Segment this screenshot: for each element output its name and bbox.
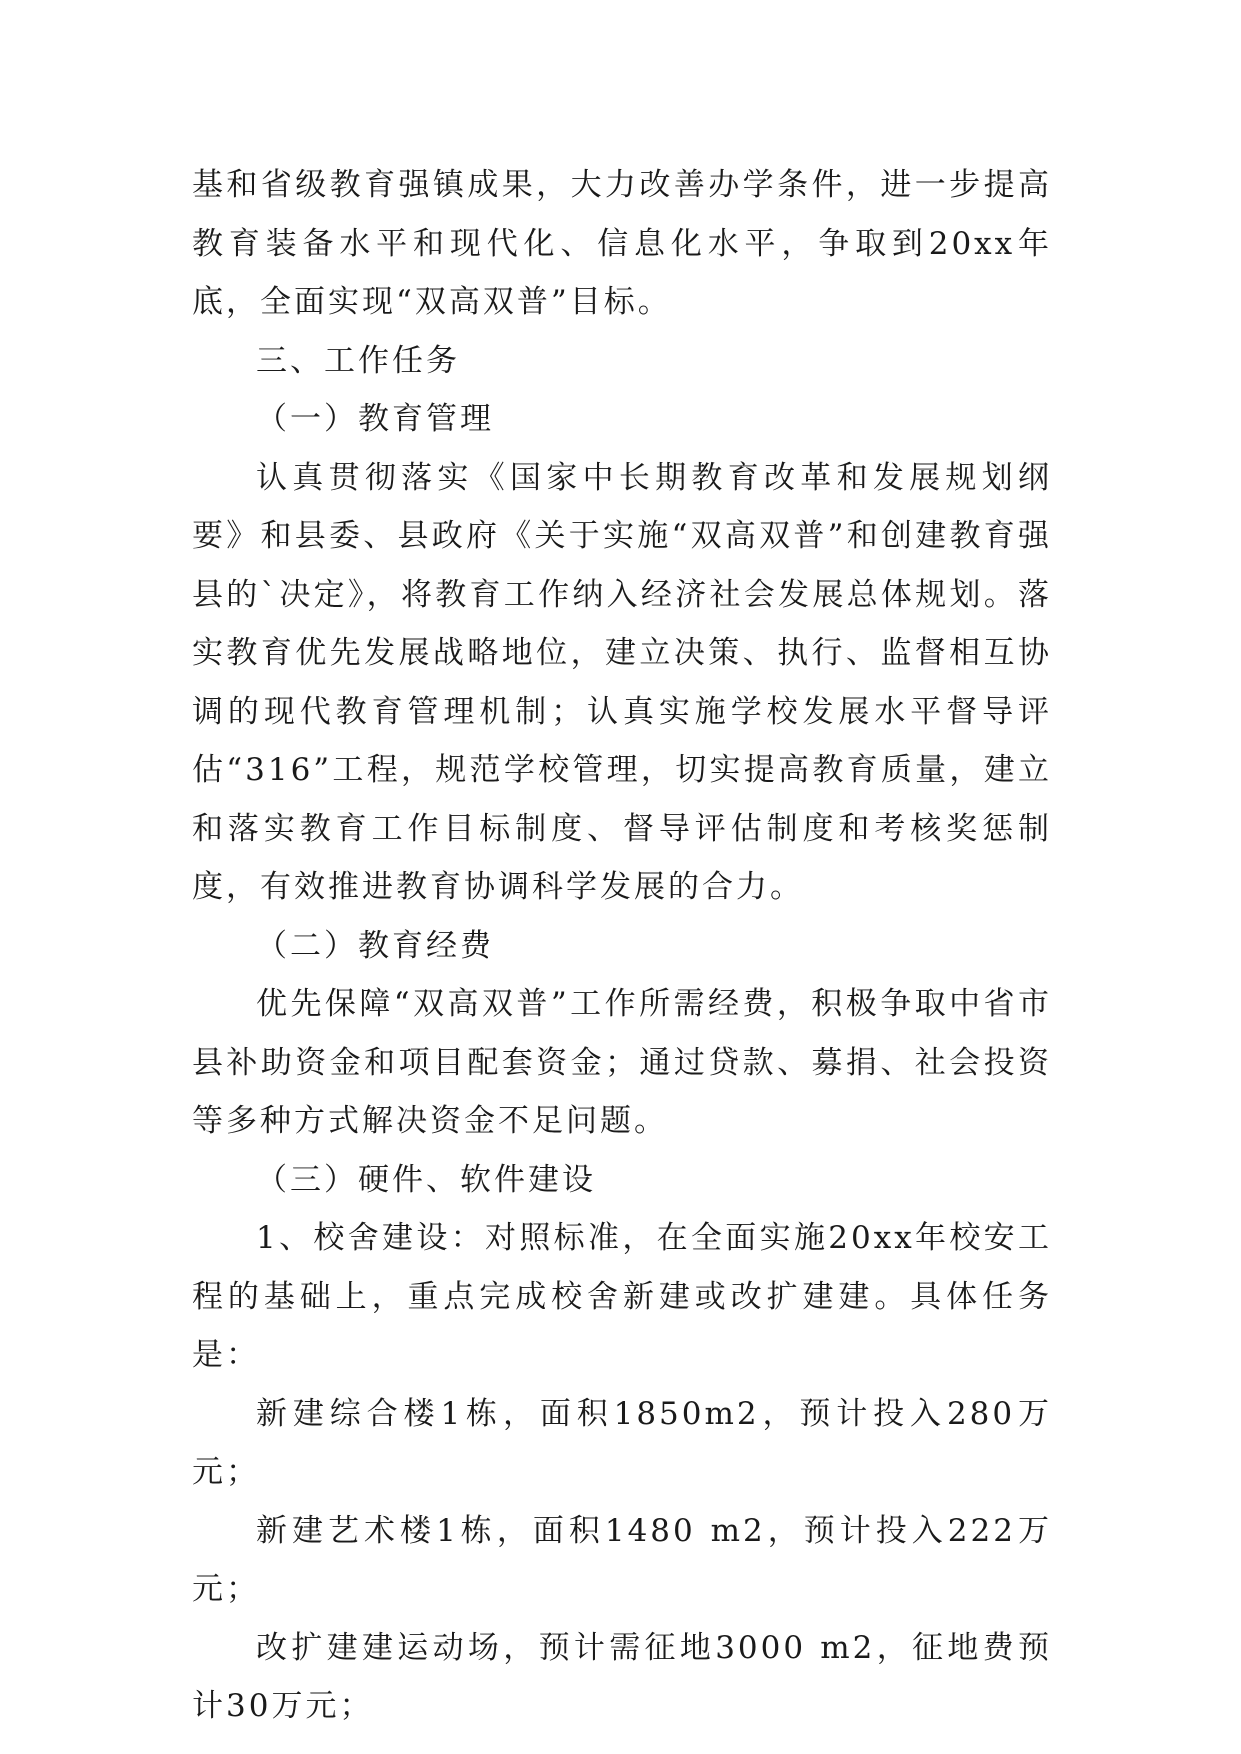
subsection-heading-education-funding: （二）教育经费 <box>256 927 494 964</box>
list-item-art-building: 新建艺术楼1栋，面积1480 m2，预计投入222万元； <box>192 1512 1052 1607</box>
paragraph-education-funding: 优先保障“双高双普”工作所需经费，积极争取中省市县补助资金和项目配套资金；通过贷款、募捐、社会投资等多种方式解决资金不足问题。 <box>192 986 1052 1139</box>
paragraph-school-building: 1、校舍建设：对照标准，在全面实施20xx年校安工程的基础上，重点完成校舍新建或改扩建建。具体任务是： <box>192 1220 1052 1373</box>
list-item-sports-field: 改扩建建运动场，预计需征地3000 m2，征地费预计30万元； <box>192 1629 1052 1724</box>
section-heading-work-tasks: 三、工作任务 <box>256 342 460 379</box>
subsection-heading-hardware-software: （三）硬件、软件建设 <box>256 1161 596 1198</box>
list-item-complex-building: 新建综合楼1栋，面积1850m2，预计投入280万元； <box>192 1395 1052 1490</box>
paragraph-education-management: 认真贯彻落实《国家中长期教育改革和发展规划纲要》和县委、县政府《关于实施“双高双普”和创建教育强县的`决定》，将教育工作纳入经济社会发展总体规划。落实教育优先发展战略地位，建立决策、执行、监督相互协调的现代教育管理机制；认真实施学校发展水平督导评估“316”工程，规范学校管理，切实提高教育质量，建立和落实教育工作目标制度、督导评估制度和考核奖惩制度，有效推进教育协调科学发展的合力。 <box>192 459 1052 905</box>
paragraph-goal-continuation: 基和省级教育强镇成果，大力改善办学条件，进一步提高教育装备水平和现代化、信息化水平，争取到20xx年底，全面实现“双高双普”目标。 <box>192 167 1052 320</box>
document-body <box>192 156 1052 1736</box>
subsection-heading-education-management: （一）教育管理 <box>256 401 494 437</box>
